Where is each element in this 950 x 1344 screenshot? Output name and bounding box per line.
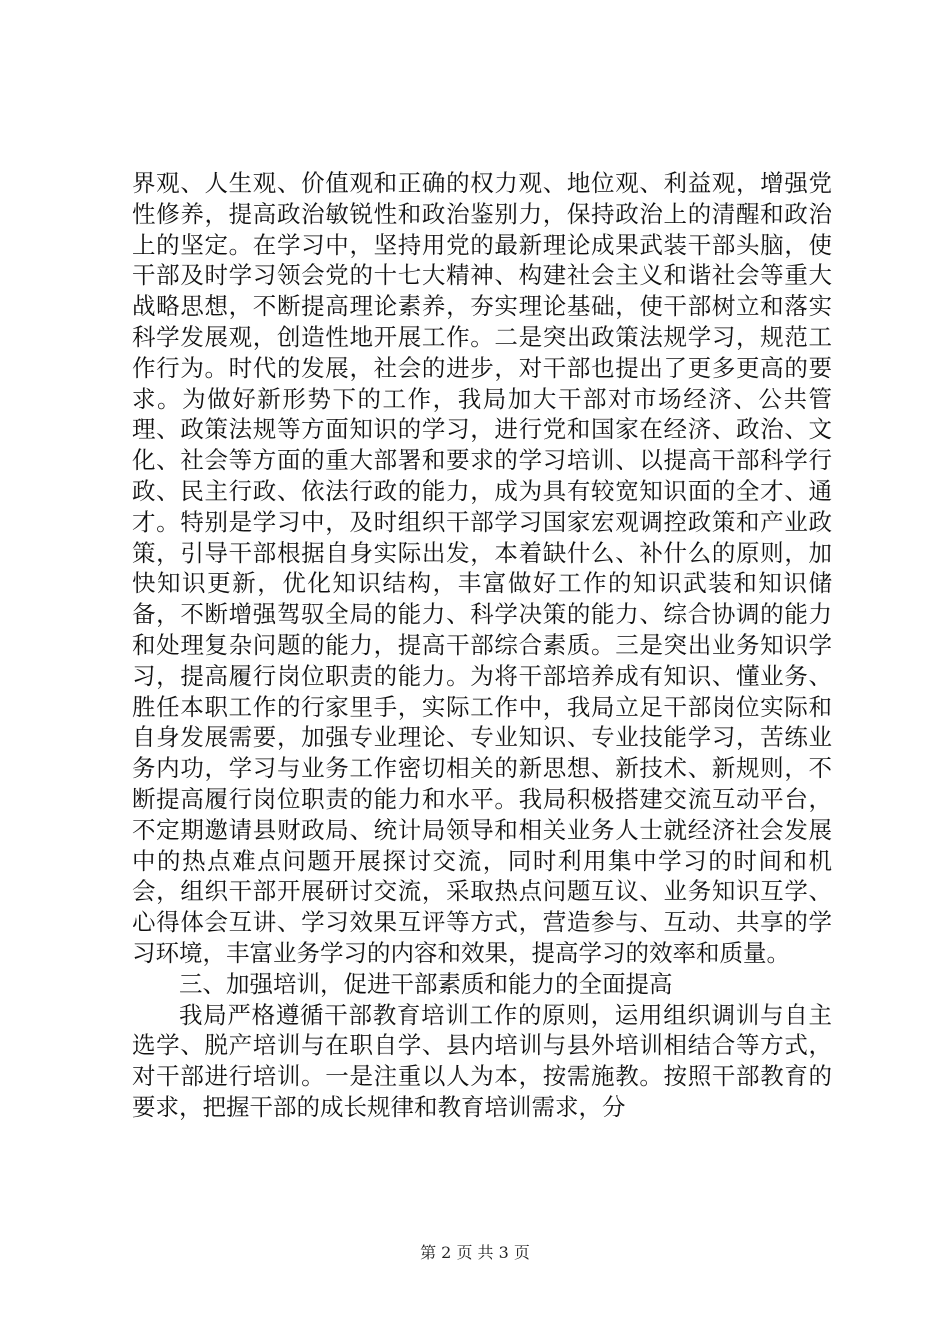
page-footer: 第 2 页 共 3 页 [420,1243,530,1262]
section-heading: 三、加强培训，促进干部素质和能力的全面提高 [179,969,673,998]
body-paragraph-after-heading: 我局严格遵循干部教育培训工作的原则，运用组织调训与自主选学、脱产培训与在职自学、县内培训与县外培训相结合等方式，对干部进行培训。一是注重以人为本，按需施教。按照干部教育的要求，把握干部的成长规律和教育培训需求，分 [132,1000,832,1121]
body-paragraph: 界观、人生观、价值观和正确的权力观、地位观、利益观，增强党性修养，提高政治敏锐性和政治鉴别力，保持政治上的清醒和政治上的坚定。在学习中，坚持用党的最新理论成果武装干部头脑，使干部及时学习领会党的十七大精神、构建社会主义和谐社会等重大战略思想，不断提高理论素养，夯实理论基础，使干部树立和落实科学发展观，创造性地开展工作。二是突出政策法规学习，规范工作行为。时代的发展，社会的进步，对干部也提出了更多更高的要求。为做好新形势下的工作，我局加大干部对市场经济、公共管理、政策法规等方面知识的学习，进行党和国家在经济、政治、文化、社会等方面的重大部署和要求的学习培训、以提高干部科学行政、民主行政、依法行政的能力，成为具有较宽知识面的全才、通才。特别是学习中，及时组织干部学习国家宏观调控政策和产业政策，引导干部根据自身实际出发，本着缺什么、补什么的原则，加快知识更新，优化知识结构，丰富做好工作的知识武装和知识储备，不断增强驾驭全局的能力、科学决策的能力、综合协调的能力和处理复杂问题的能力，提高干部综合素质。三是突出业务知识学习，提高履行岗位职责的能力。为将干部培养成有知识、懂业务、胜任本职工作的行家里手，实际工作中，我局立足干部岗位实际和自身发展需要，加强专业理论、专业知识、专业技能学习，苦练业务内功，学习与业务工作密切相关的新思想、新技术、新规则，不断提高履行岗位职责的能力和水平。我局积极搭建交流互动平台，不定期邀请县财政局、统计局领导和相关业务人士就经济社会发展中的热点难点问题开展探讨交流，同时利用集中学习的时间和机会，组织干部开展研讨交流，采取热点问题互议、业务知识互学、心得体会互讲、学习效果互评等方式，营造参与、互动、共享的学习环境，丰富业务学习的内容和效果，提高学习的效率和质量。 [132,169,832,967]
document-body [132,168,832,1123]
